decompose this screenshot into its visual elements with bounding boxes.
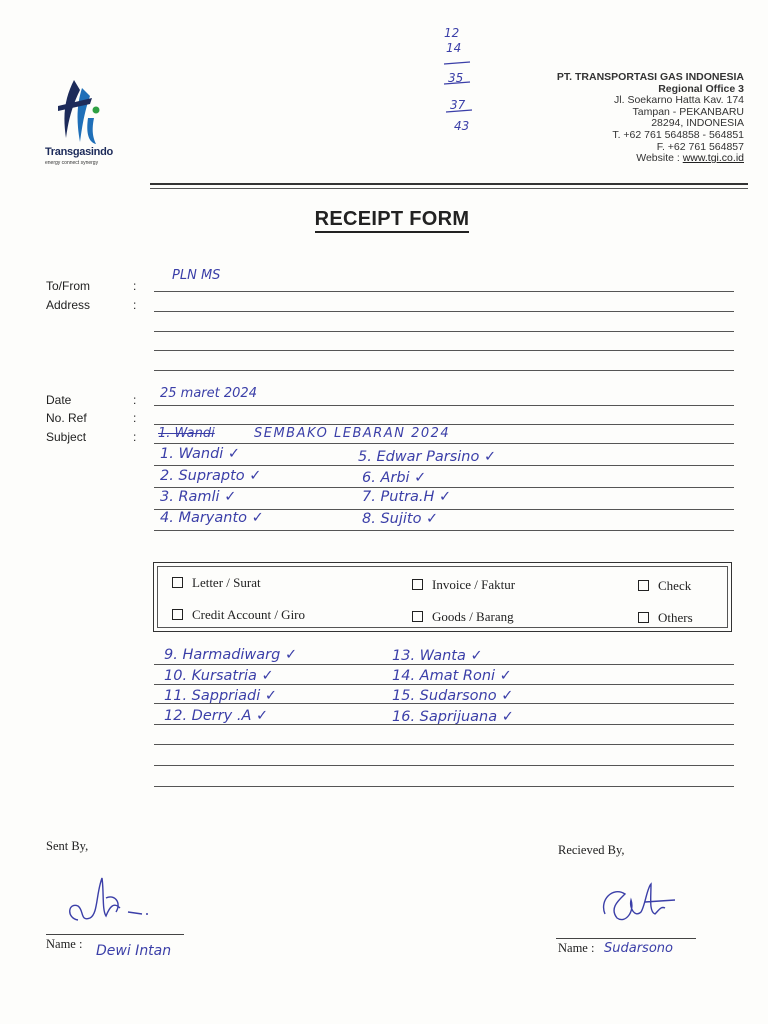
- form-line: [154, 311, 734, 312]
- recipient-entry: 14. Amat Roni ✓: [392, 668, 512, 684]
- company-address-3: 28294, INDONESIA: [651, 117, 744, 130]
- company-phone: T. +62 761 564858 - 564851: [612, 128, 744, 141]
- date-value: 25 maret 2024: [160, 386, 257, 401]
- sender-signature-icon: [62, 872, 162, 932]
- margin-note-line: 43: [454, 119, 470, 133]
- sent-by-label: Sent By,: [46, 839, 89, 853]
- sender-signature-line: [46, 934, 184, 935]
- margin-note-strokes: [440, 26, 480, 136]
- checkbox-label: Letter / Surat: [192, 575, 261, 590]
- address-label: Address: [46, 298, 91, 312]
- recipient-entry: 2. Suprapto ✓: [160, 468, 262, 484]
- company-block: [557, 72, 744, 165]
- checkbox-check[interactable]: [638, 578, 691, 594]
- colon: :: [133, 411, 137, 425]
- company-address-2: Tampan - PEKANBARU: [632, 105, 744, 118]
- recipient-entry: 4. Maryanto ✓: [160, 510, 264, 526]
- checkbox-label: Others: [658, 610, 693, 625]
- recipient-entry: 8. Sujito ✓: [362, 511, 439, 527]
- checkbox-square[interactable]: [172, 577, 183, 588]
- to-from-label: To/From: [46, 279, 91, 293]
- date-label: Date: [46, 393, 72, 407]
- colon: :: [133, 430, 137, 444]
- margin-note-line: 12: [444, 26, 460, 40]
- checkbox-invoice[interactable]: [412, 577, 515, 593]
- recipient-entry: 1. Wandi ✓: [160, 446, 241, 462]
- header-divider: [150, 183, 748, 185]
- form-line: [154, 487, 734, 488]
- form-line: [154, 443, 734, 444]
- checkbox-square[interactable]: [638, 612, 649, 623]
- sender-name-label: Name :: [46, 937, 83, 951]
- checkbox-others[interactable]: [638, 610, 693, 626]
- margin-note-line: 35: [448, 71, 464, 85]
- checkbox-square[interactable]: [412, 579, 423, 590]
- form-title-text: RECEIPT FORM: [315, 208, 470, 233]
- form-line: [154, 786, 734, 787]
- sender-name-value: Dewi Intan: [96, 943, 172, 959]
- recipient-entry: 7. Putra.H ✓: [362, 489, 452, 505]
- checkbox-letter[interactable]: [172, 575, 261, 591]
- recipient-entry: 5. Edwar Parsino ✓: [358, 449, 497, 465]
- checkbox-label: Invoice / Faktur: [432, 577, 516, 592]
- header-divider-thin: [150, 188, 748, 189]
- form-line: [154, 331, 734, 332]
- company-name: PT. TRANSPORTASI GAS INDONESIA: [556, 71, 744, 83]
- recipient-entry: 6. Arbi ✓: [362, 470, 427, 486]
- company-fax: F. +62 761 564857: [656, 140, 744, 153]
- subject-label: Subject: [46, 430, 87, 444]
- checkbox-label: Goods / Barang: [432, 609, 514, 624]
- website-link[interactable]: www.tgi.co.id: [682, 152, 744, 165]
- checkbox-credit-account[interactable]: [172, 607, 305, 623]
- colon: :: [133, 393, 137, 407]
- recipient-entry: 16. Saprijuana ✓: [392, 709, 514, 725]
- recipient-entry: 9. Harmadiwarg ✓: [164, 647, 298, 663]
- recipient-entry: 13. Wanta ✓: [392, 648, 483, 664]
- logo-tagline: energy connect synergy: [45, 160, 99, 166]
- form-title: [0, 208, 768, 231]
- subject-struck-text: 1. Wandi: [158, 426, 215, 441]
- recipient-entry: 11. Sappriadi ✓: [164, 688, 278, 704]
- recipient-entry: 12. Derry .A ✓: [164, 708, 269, 724]
- form-line: [154, 765, 734, 766]
- checkbox-square[interactable]: [172, 609, 183, 620]
- received-by-label: Recieved By,: [558, 843, 625, 857]
- company-website-row: [557, 153, 744, 165]
- company-office: Regional Office 3: [658, 82, 744, 95]
- website-label: Website :: [636, 152, 683, 165]
- receiver-signature-line: [556, 938, 696, 939]
- form-line: [154, 405, 734, 406]
- margin-note-line: 37: [450, 98, 466, 112]
- checkbox-square[interactable]: [638, 580, 649, 591]
- no-ref-label: No. Ref: [46, 411, 87, 425]
- to-from-value: PLN MS: [172, 268, 221, 283]
- receiver-signature-icon: [595, 878, 695, 938]
- checkbox-square[interactable]: [412, 611, 423, 622]
- form-line: [154, 291, 734, 292]
- form-line: [154, 744, 734, 745]
- margin-note-line: 14: [446, 41, 462, 55]
- form-line: [154, 465, 734, 466]
- checkbox-label: Check: [658, 578, 692, 593]
- form-line: [154, 684, 734, 685]
- recipient-entry: 10. Kursatria ✓: [164, 668, 274, 684]
- recipient-entry: 3. Ramli ✓: [160, 489, 237, 505]
- form-line: [154, 424, 734, 425]
- form-line: [154, 370, 734, 371]
- checkbox-label: Credit Account / Giro: [192, 607, 306, 622]
- colon: :: [133, 298, 137, 312]
- receiver-name-value: Sudarsono: [604, 941, 673, 956]
- form-line: [154, 530, 734, 531]
- form-line: [154, 664, 734, 665]
- checkbox-goods[interactable]: [412, 609, 514, 625]
- form-line: [154, 350, 734, 351]
- colon: :: [133, 279, 137, 293]
- logo-name: Transgasindo: [45, 146, 113, 158]
- recipient-entry: 15. Sudarsono ✓: [392, 688, 514, 704]
- company-address-1: Jl. Soekarno Hatta Kav. 174: [614, 94, 744, 107]
- subject-value: SEMBAKO LEBARAN 2024: [254, 426, 451, 441]
- receiver-name-label: Name :: [558, 941, 595, 955]
